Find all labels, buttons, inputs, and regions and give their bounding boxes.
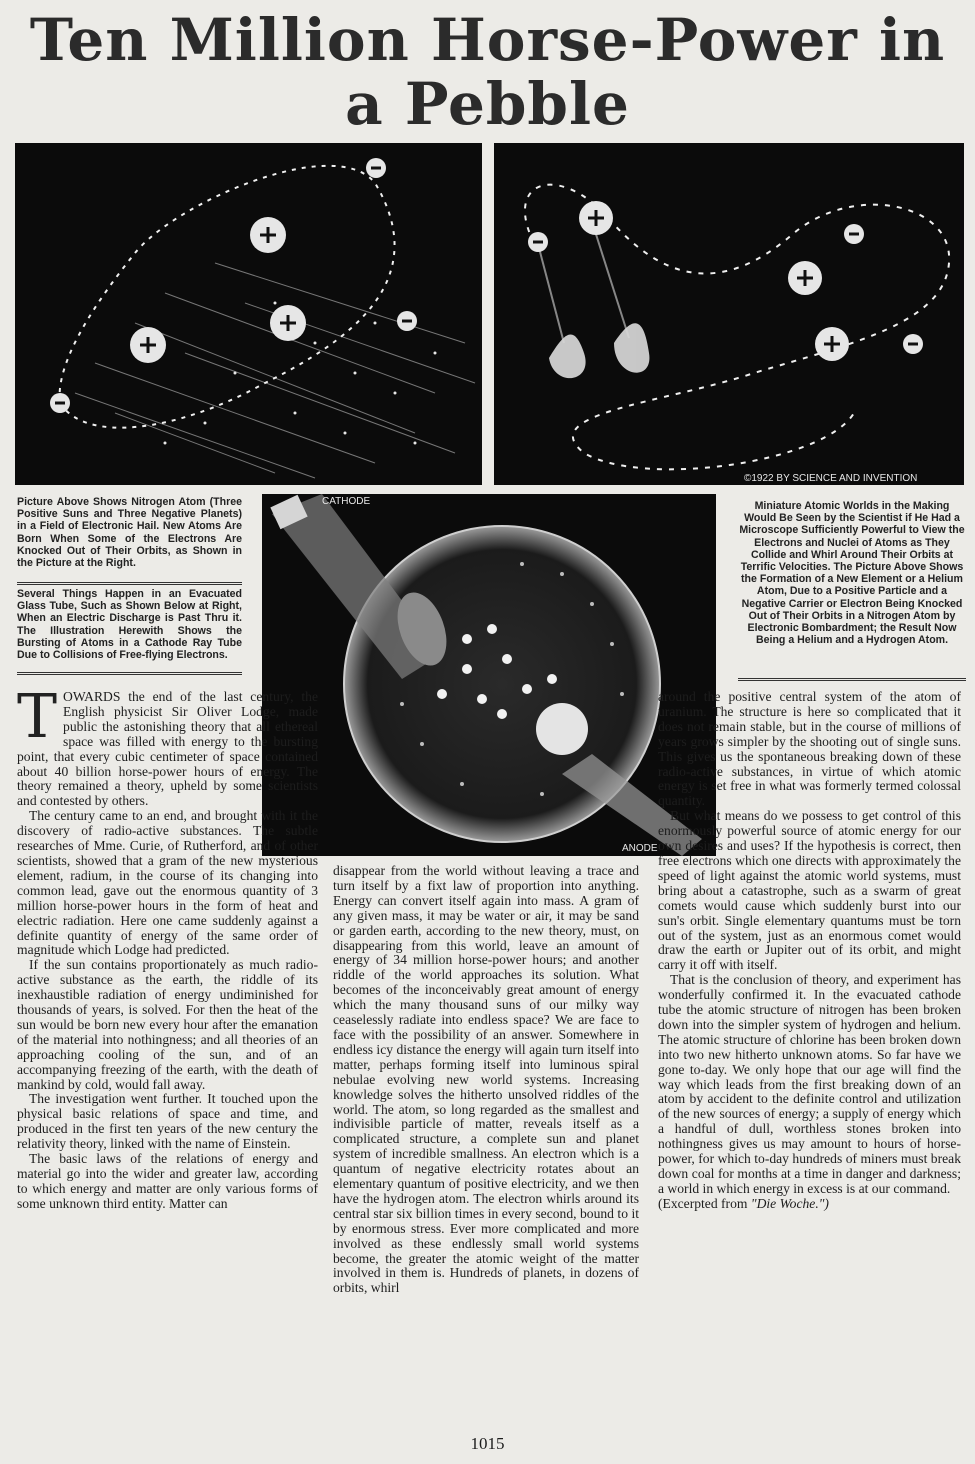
paragraph: OWARDS the end of the last century, the English physicist Sir Oliver Lodge, made public the astonishing theory that all ethereal space was filled with energy to the bursting point, that every cubic centimeter of space contained about 40 billion horse-power hours of energy. The theory remained a theory, upheld by some scientists and contested by others. bbox=[17, 690, 318, 809]
paragraph: If the sun contains proportionately as much radio-active substance as the earth, the riddle of its inexhaustible radiation of energy undiminished for thousands of years, is solved. For then the heat of the sun would be born new every hour after the emanation of the material into nothingness; and all theories of an approaching cooling of the sun, and of an accompanying freezing of the earth, with the death of mankind by cold, would fall away. bbox=[17, 957, 318, 1092]
anode-label: ANODE bbox=[622, 843, 658, 854]
paragraph: around the positive central system of the atom of uranium. The structure is here so complicated that it does not remain stable, but in the course of millions of years grows simpler by the shooting out of single suns. This gives us the spontaneous breaking down of these radio-active substances, in virtue of which atomic energy is set free in what was formerly termed colossal quantity. bbox=[658, 690, 961, 809]
copyright-notice: ©1922 BY SCIENCE AND INVENTION bbox=[744, 473, 918, 484]
article-column-1 bbox=[17, 690, 318, 1425]
helium-formation-illustration bbox=[494, 143, 964, 485]
page-number: 1015 bbox=[470, 1434, 505, 1453]
paragraph: The basic laws of the relations of energy and material go into the wider and greater law, according to which energy and matter are only various forms of some unknown third entity. Matter can bbox=[17, 1151, 318, 1211]
paragraph: But what means do we possess to get control of this enormously powerful source of atomic energy for our own desires and uses? If the hypothesis is correct, then free electrons which one directs with approximately the speed of light against the atomic world systems, must bring about a catastrophe, such as a swarm of great comets would cause which suddenly burst into our sun's orbit. Single elementary quantums must be torn out of the system, just as an enormous comet would draw the earth or Jupiter out of its orbit, and might carry it off with itself. bbox=[658, 808, 961, 973]
article-column-2 bbox=[333, 864, 639, 1426]
excerpt-note: (Excerpted from bbox=[658, 1195, 748, 1211]
article-column-3 bbox=[658, 690, 961, 1428]
cathode-label: CATHODE bbox=[322, 496, 371, 507]
left-caption: Picture Above Shows Nitrogen Atom (Three Positive Suns and Three Negative Planets) in a Field of Electronic Hail. New Atoms Are Born When Some of the Electrons Are Knocked Out of Their Orbits, as Shown in the Picture at the Right. bbox=[17, 496, 242, 570]
caption-divider bbox=[17, 582, 242, 585]
negative-electron-icon bbox=[50, 158, 417, 413]
cathode-ray-tube-illustration bbox=[262, 494, 716, 856]
paragraph: The century came to an end, and brought with it the discovery of radio-active substances. The subtle researches of Mme. Curie, of Rutherford, and of other scientists, showed that a gram of the new mysterious element, radium, in the course of its changing into common lead, gave out the enormous quantity of 3 million horse-power hours in the form of heat and electric radiation. Here one came suddenly against a definite quantity of energy of the same order of magnitude which Lodge had predicted. bbox=[17, 808, 318, 958]
source-name: "Die Woche.") bbox=[750, 1195, 829, 1211]
paragraph: disappear from the world without leaving a trace and turn itself by a fixt law of proportion into anything. Energy can convert itself again into mass. A gram of any given mass, it may be water or air, it may be sand or garden earth, according to the new theory, must, on disappearing from this world, leave an amount of energy of 34 million horse-power hours; and another riddle of the world approaches its solution. What becomes of the inconceivably great amount of energy which the many thousand suns of our milky way ceaselessly radiate into endless space? We are face to face with the possibility of an answer. Somewhere in endless icy distance the energy will again turn itself into matter, perhaps forming itself into luminous spiral nebulae evolving new world systems. Increasing knowledge solves the hitherto unsolved riddles of the world. The atom, so long regarded as the smallest and indivisible particle of matter, reveals itself as a complicated structure, a complete sun and planet system of incredible smallness. An electron which is a quantum of negative electricity rotates about an elementary quantum of positive electricity, and we then have the hydrogen atom. The electron whirls around its central star six billion times in every second, bound to it by enormous stress. Ever more complicated and more involved as these endlessly small world systems become, the greater the atomic weight of the matter involved in them is. Hundreds of planets, in dozens of orbits, whirl bbox=[333, 864, 639, 1296]
caption-divider bbox=[17, 672, 242, 675]
negative-electron-icon bbox=[528, 224, 923, 354]
paragraph: The investigation went further. It touched upon the physical basic relations of space and time, and produced in the first ten years of the new century the relativity theory, linked with the name of Einstein. bbox=[17, 1091, 318, 1152]
positive-nucleus-icon bbox=[130, 217, 306, 363]
paragraph: That is the conclusion of theory, and experiment has wonderfully confirmed it. In the evacuated cathode tube the atomic structure of nitrogen has been broken down into the simpler system of hydrogen and helium. The atomic structure of chlorine has been broken down into two new hitherto unknown atoms. So far have we gone to-day. We only hope that our age will find the way which leads from the first breaking down of an atom by accident to the definite control and utilization of the new sources of energy; a supply of energy which a handful of dull, worthless stones broken into nothingness gives us may amount to hours of horse-power, for which to-day hundreds of miners must break down coal for months at a time in danger and darkness; a world in which energy in excess is at our command. bbox=[658, 972, 961, 1196]
left-caption-2: Several Things Happen in an Evacuated Glass Tube, Such as Shown Below at Right, When an Electric Discharge is Past Thru it. The Illustration Herewith Shows the Bursting of Atoms in a Cathode Ray Tube Due to Collisions of Free-flying Electrons. bbox=[17, 588, 242, 662]
drop-cap: T bbox=[17, 690, 58, 752]
nitrogen-atom-illustration bbox=[15, 143, 482, 485]
caption-divider bbox=[738, 678, 966, 681]
right-caption: Miniature Atomic Worlds in the Making Would Be Seen by the Scientist if He Had a Microscope Sufficiently Powerful to View the Electrons and Nuclei of Atoms as They Collide and Whirl Around Their Orbits at Terrific Velocities. The Picture Above Shows the Formation of a New Element or a Helium Atom, Due to a Positive Particle and a Negative Carrier or Electron Being Knocked Out of Their Orbits in a Nitrogen Atom by Electronic Bombardment; the Result Now Being a Helium and a Hydrogen Atom. bbox=[739, 500, 965, 647]
article-title: Ten Million Horse-Power in a Pebble bbox=[29, 6, 946, 138]
